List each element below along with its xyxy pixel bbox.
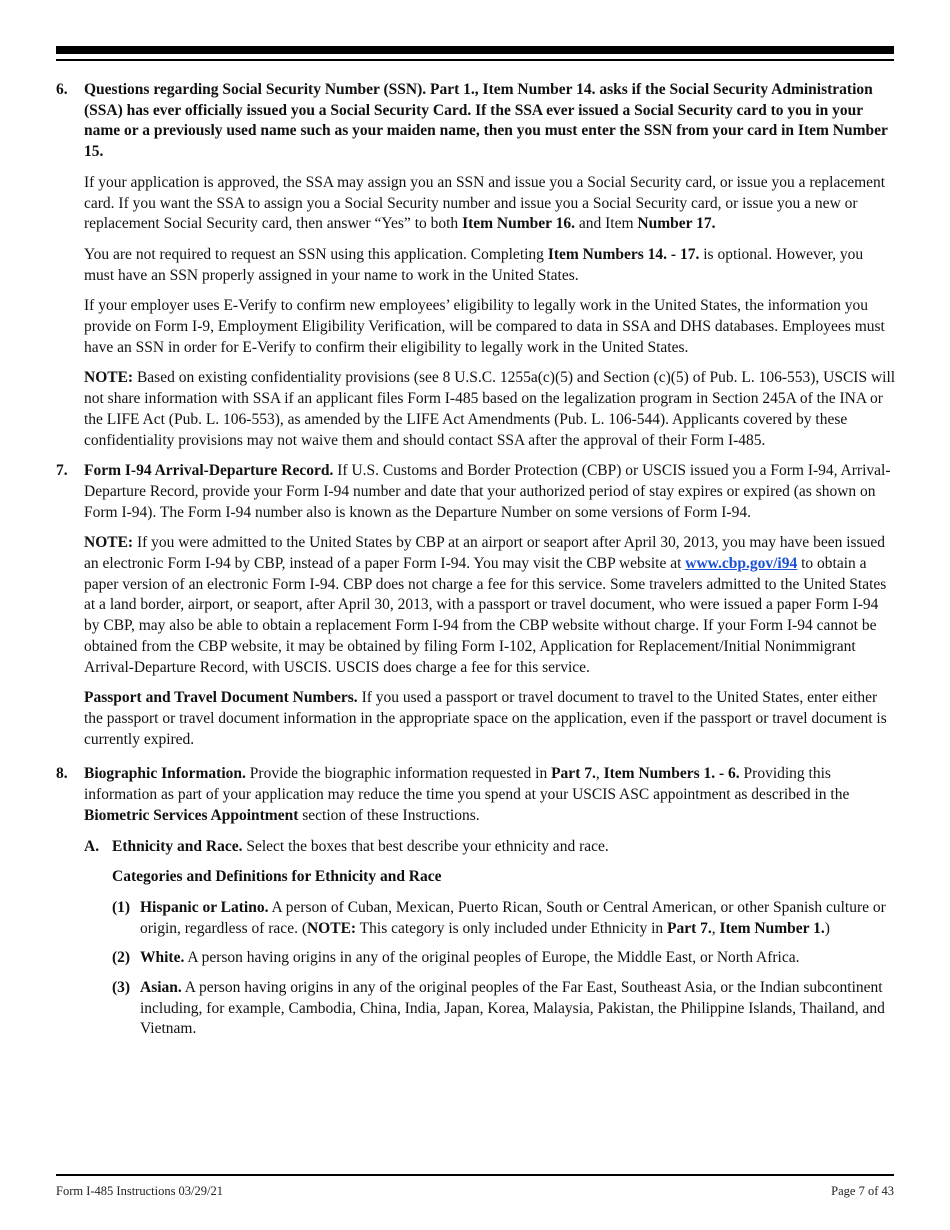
- item-7-intro: [84, 461, 896, 523]
- text: A person having origins in any of the original peoples of Europe, the Middle East, or North Africa.: [184, 949, 800, 967]
- item-7: [56, 461, 896, 750]
- item-6-heading: Questions regarding Social Security Number (SSN). Part 1., Item Number 14. asks if the Social Security Administration (SSA) has ever officially issued you a Social Security Card. If the SSA ever issued a Social Security card to you in your name or a previously used name such as your maiden name, then you must enter the SSN from your card in Item Number 15.: [84, 81, 888, 161]
- cbp-i94-link[interactable]: www.cbp.gov/i94: [685, 555, 798, 573]
- category-3-label: (3): [112, 979, 131, 997]
- page-content: [56, 80, 896, 1050]
- note-label: NOTE:: [84, 534, 134, 552]
- item-8: [56, 764, 896, 1040]
- note-label: NOTE:: [84, 369, 134, 387]
- category-3: [112, 978, 896, 1040]
- passport-heading: Passport and Travel Document Numbers.: [84, 689, 358, 707]
- category-2-heading: White.: [140, 949, 185, 967]
- note-label: NOTE:: [306, 919, 357, 937]
- text: ): [824, 919, 830, 937]
- subsection-a: [84, 837, 896, 1041]
- text: If you used a passport or travel document to travel to the United States, enter either the passport or travel document information in the appropriate space on the application, even if the passport or travel document is currently expired.: [84, 689, 887, 748]
- header-rule-thick: [56, 46, 894, 54]
- item-7-heading: Form I-94 Arrival-Departure Record.: [84, 462, 334, 480]
- item-8-intro: [84, 764, 896, 826]
- item-7-note: [84, 533, 896, 678]
- text: is optional. However, you must have an SSN properly assigned in your name to work in the United States.: [84, 245, 864, 284]
- text: If you were admitted to the United States by CBP at an airport or seaport after April 30, 2013, you may have been issued an electronic Form I-94 by CBP, instead of a paper Form I-94. You may visit the CBP website at: [84, 534, 885, 573]
- item-7-passport: [84, 688, 896, 750]
- item-8-heading: Biographic Information.: [84, 765, 246, 783]
- text-bold: Item Number 16.: [462, 215, 575, 233]
- text-bold: Item Numbers 14. - 17.: [547, 245, 700, 263]
- footer-rule: [56, 1174, 894, 1176]
- text-bold: Part 7.: [667, 919, 712, 937]
- header-rule-thin: [56, 59, 894, 61]
- item-8-number: 8.: [56, 765, 68, 783]
- category-1: [112, 898, 896, 939]
- text: Providing this information as part of your application may reduce the time you spend at your USCIS ASC appointment as described in the: [84, 765, 850, 804]
- text: You are not required to request an SSN using this application. Completing: [84, 245, 548, 263]
- text: ,: [711, 919, 720, 937]
- category-1-heading: Hispanic or Latino.: [140, 898, 269, 916]
- text: A person having origins in any of the original peoples of the Far East, Southeast Asia, or the Indian subcontinent including, for example, Cambodia, China, India, Japan, Korea, Malaysia, Pakistan, the Philippine Islands, Thailand, and Vietnam.: [140, 979, 885, 1038]
- item-6-number: 6.: [56, 81, 68, 98]
- text-bold: Biometric Services Appointment: [84, 806, 299, 824]
- text-bold: Item Numbers 1. - 6.: [603, 765, 740, 783]
- item-6-paragraph-3: If your employer uses E-Verify to confirm new employees’ eligibility to legally work in the United States, the information you provide on Form I-9, Employment Eligibility Verification, will be compared to data in SSA and DHS databases. Employees must have an SSN in order for E-Verify to confirm their eligibility to legally work in the United States.: [84, 297, 885, 356]
- text: This category is only included under Ethnicity in: [356, 919, 668, 937]
- text-bold: Part 7.: [551, 765, 596, 783]
- note-text: Based on existing confidentiality provisions (see 8 U.S.C. 1255a(c)(5) and Section (c)(5) of Pub. L. 106-553), USCIS will not share information with SSA if an applicant files Form I-485 based on the legalization program in Section 245A of the INA or the LIFE Act (Pub. L. 106-553), as amended by the LIFE Act Amendments (Pub. L. 106-544). Applicants covered by these confidentiality provisions may not waive them and should contact SSA after the approval of their Form I-485.: [84, 369, 896, 449]
- subsection-a-heading: Ethnicity and Race.: [112, 837, 243, 855]
- text: If your application is approved, the SSA may assign you an SSN and issue you a Social Security card, or issue you a replacement card. If you want the SSA to assign you a Social Security number and issue you a Social Security card, or issue you a new or replacement Social Security card, then answer “Yes” to both: [84, 173, 886, 233]
- text: section of these Instructions.: [298, 806, 480, 824]
- subsection-a-intro: [112, 837, 896, 858]
- category-2: [112, 948, 896, 969]
- text: Select the boxes that best describe your ethnicity and race.: [242, 837, 609, 855]
- text-bold: Number 17.: [637, 215, 716, 233]
- category-1-label: (1): [112, 898, 131, 916]
- item-6: [56, 80, 896, 451]
- item-6-paragraph-1: [84, 173, 896, 235]
- text-bold: Item Number 1.: [719, 919, 825, 937]
- categories-heading: Categories and Definitions for Ethnicity and Race: [112, 868, 442, 886]
- text: to obtain a paper version of an electronic Form I-94. CBP does not charge a fee for this service. Some travelers admitted to the United States at a land border, airport, or seaport, after April 30, 2013, with a passport or travel document, who were issued a paper Form I-94 by CBP, may also be able to obtain a replacement Form I-94 from the CBP website without charge. If your Form I-94 cannot be obtained from the CBP website, it may be obtained by filing Form I-102, Application for Replacement/Initial Nonimmigrant Arrival-Departure Record, with USCIS. USCIS does charge a fee for this service.: [84, 555, 887, 676]
- text: ,: [595, 765, 604, 783]
- category-2-label: (2): [112, 949, 131, 967]
- text: If U.S. Customs and Border Protection (CBP) or USCIS issued you a Form I-94, Arrival-Departure Record, provide your Form I-94 number and date that your authorized period of stay expires or expired (as shown on Form I-94). The Form I-94 number also is known as the Departure Number on some versions of Form I-94.: [84, 462, 891, 521]
- footer-page-number: Page 7 of 43: [831, 1184, 894, 1198]
- footer-form-id: Form I-485 Instructions 03/29/21: [56, 1184, 224, 1198]
- item-6-note: [84, 368, 896, 451]
- item-6-paragraph-2: [84, 245, 896, 286]
- item-7-number: 7.: [56, 462, 68, 480]
- text: and Item: [575, 215, 638, 233]
- text: Provide the biographic information requested in: [245, 765, 552, 783]
- text: A person of Cuban, Mexican, Puerto Rican, South or Central American, or other Spanish culture or origin, regardless of race. (: [140, 898, 886, 937]
- category-3-heading: Asian.: [140, 979, 182, 997]
- subsection-a-label: A.: [84, 837, 100, 855]
